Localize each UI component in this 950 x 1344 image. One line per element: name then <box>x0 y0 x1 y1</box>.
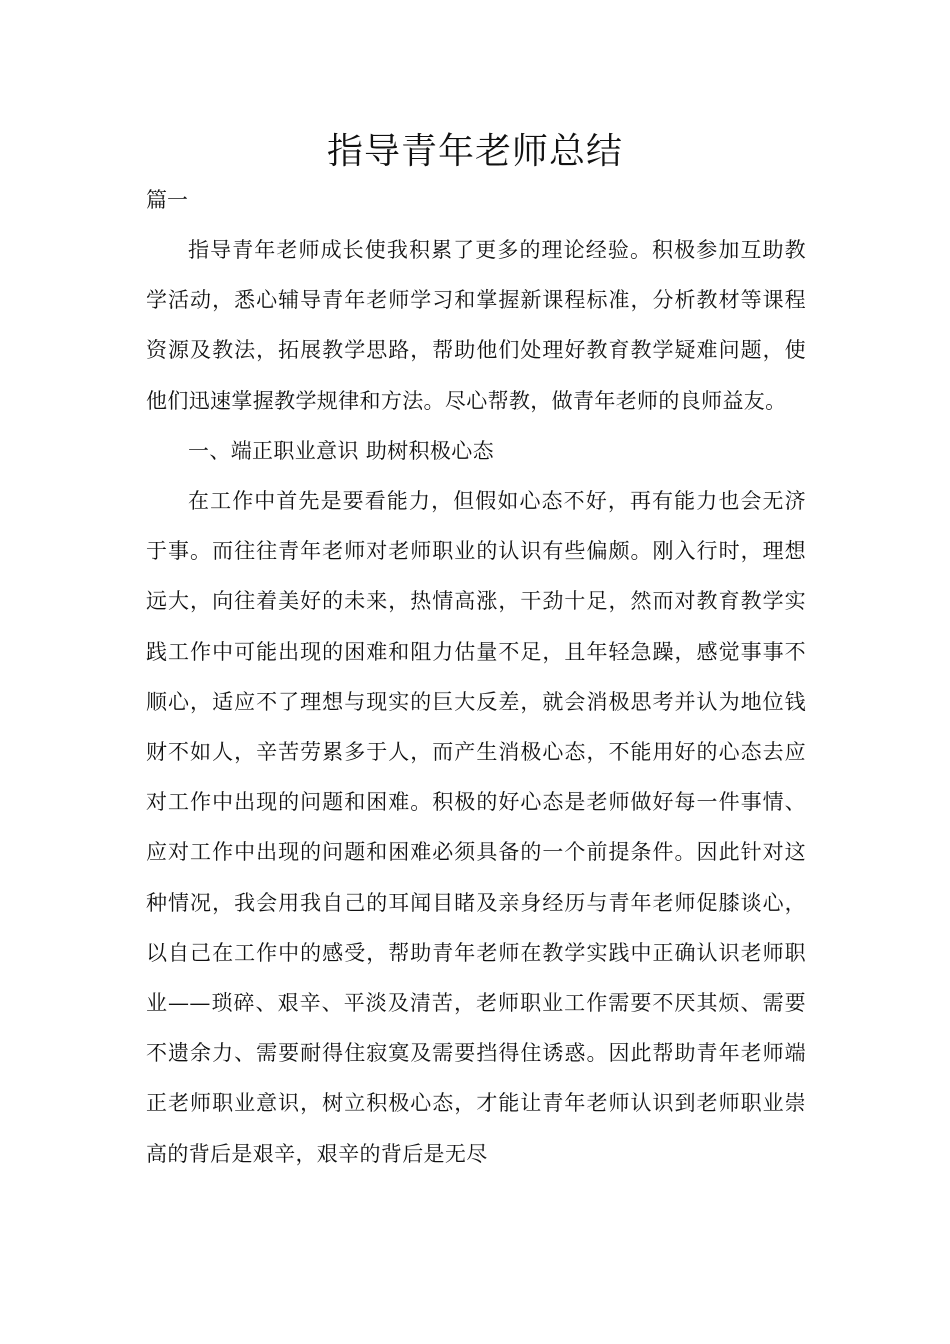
document-title: 指导青年老师总结 <box>326 131 623 172</box>
section-heading: 一、端正职业意识 助树积极心态 <box>188 438 494 463</box>
body-paragraph: 在工作中首先是要看能力，但假如心态不好，再有能力也会无济于事。而往往青年老师对老师职业的认识有些偏颇。刚入行时，理想远大，向往着美好的未来，热情高涨，干劲十足，然而对教育教学实践工作中可能出现的困难和阻力估量不足，且年轻急躁，感觉事事不顺心，适应不了理想与现实的巨大反差，就会消极思考并认为地位钱财不如人，辛苦劳累多于人，而产生消极心态，不能用好的心态去应对工作中出现的问题和困难。积极的好心态是老师做好每一件事情、应对工作中出现的问题和困难必须具备的一个前提条件。因此针对这种情况，我会用我自己的耳闻目睹及亲身经历与青年老师促膝谈心，以自己在工作中的感受，帮助青年老师在教学实践中正确认识老师职业——琐碎、艰辛、平淡及清苦，老师职业工作需要不厌其烦、需要不遗余力、需要耐得住寂寞及需要挡得住诱惑。因此帮助青年老师端正老师职业意识，树立积极心态，才能让青年老师认识到老师职业崇高的背后是艰辛，艰辛的背后是无尽 <box>146 489 806 1166</box>
section-label: 篇一 <box>146 188 188 212</box>
document-body <box>146 225 806 1179</box>
body-paragraph: 指导青年老师成长使我积累了更多的理论经验。积极参加互助教学活动，悉心辅导青年老师学习和掌握新课程标准，分析教材等课程资源及教法，拓展教学思路，帮助他们处理好教育教学疑难问题，使他们迅速掌握教学规律和方法。尽心帮教，做青年老师的良师益友。 <box>146 238 806 413</box>
